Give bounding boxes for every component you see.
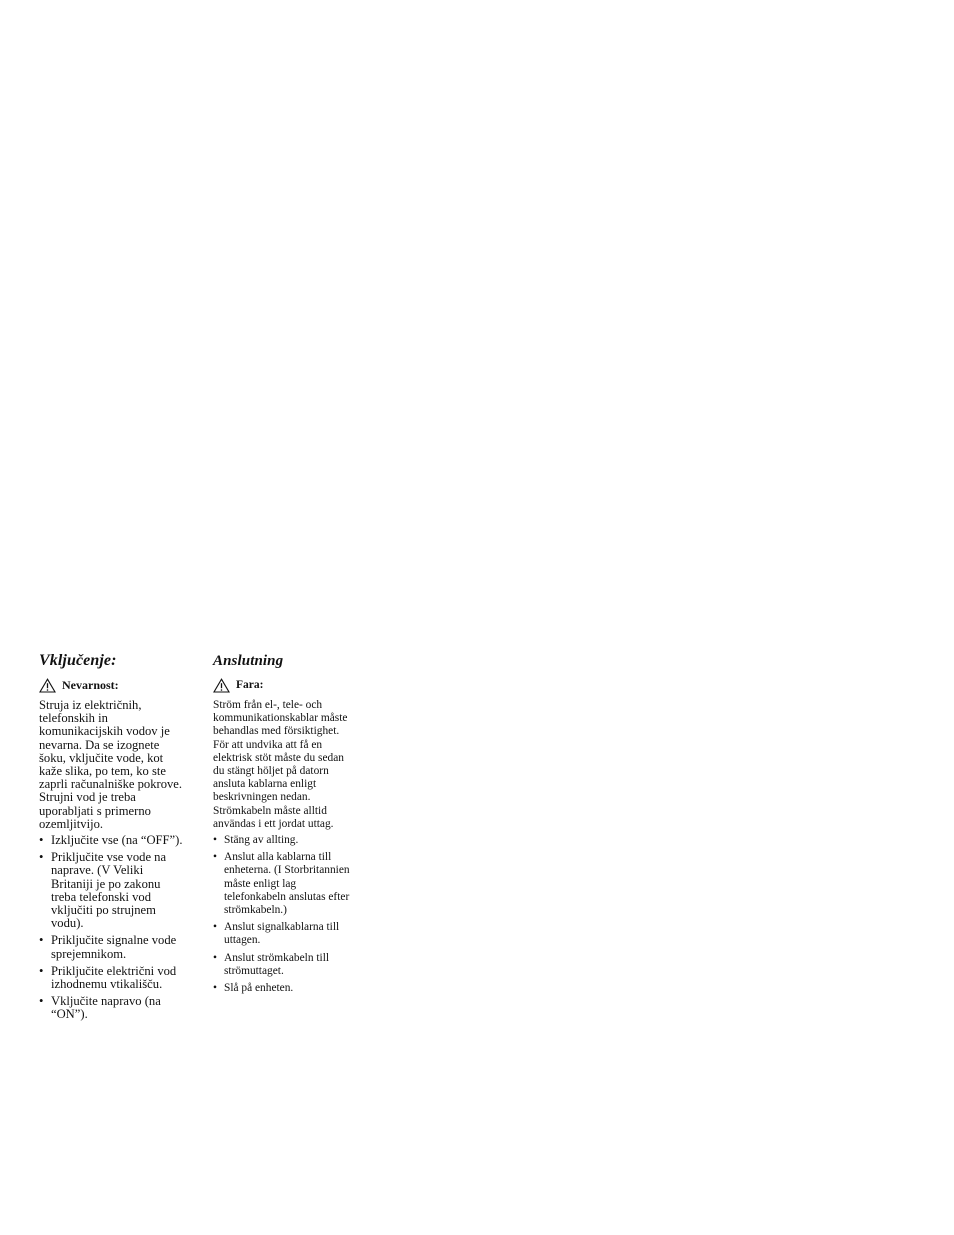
list-item-line: Slå på enheten. — [224, 982, 294, 995]
list-item-line: sprejemnikom. — [51, 946, 127, 961]
list-item-line: treba telefonski vod — [51, 889, 152, 904]
paragraph-line: komunikacijskih vodov je — [39, 724, 170, 739]
warning-triangle-icon — [213, 678, 230, 693]
paragraph-line: Strujni vod je treba — [39, 790, 136, 805]
paragraph-line: telefonskih in — [39, 711, 108, 726]
paragraph-line: zaprli računalniške pokrove. — [39, 777, 183, 792]
list-item-text — [51, 965, 199, 991]
list-item-line: måste enligt lag — [224, 877, 297, 890]
paragraph-line: behandlas med försiktighet. — [213, 725, 340, 738]
list-item — [39, 851, 199, 930]
list-item-line: izhodnemu vtikališču. — [51, 977, 163, 992]
list-item — [39, 834, 199, 847]
paragraph-line: kaže slika, po tem, ko ste — [39, 764, 166, 779]
list-item-line: strömkabeln.) — [224, 904, 287, 917]
list-item — [39, 995, 199, 1021]
list-item-line: Britaniji je po zakonu — [51, 876, 161, 891]
list-item-line: Priključite električni vod — [51, 963, 177, 978]
swedish-steps-list — [213, 834, 373, 995]
paragraph-line: du stängt höljet på datorn — [213, 765, 329, 778]
list-item-text — [224, 834, 373, 847]
list-item-line: Anslut strömkabeln till — [224, 951, 330, 964]
list-item — [213, 952, 373, 978]
swedish-warning-label: Fara: — [236, 679, 264, 691]
paragraph-line: elektrisk stöt måste du sedan — [213, 751, 344, 764]
list-item-text — [224, 982, 373, 995]
swedish-warning — [213, 677, 373, 693]
slovenian-heading: Vključenje: — [39, 652, 117, 669]
bullet-icon: • — [213, 982, 217, 995]
bullet-icon: • — [39, 933, 44, 948]
bullet-icon: • — [213, 834, 217, 847]
list-item — [213, 982, 373, 995]
list-item-text — [224, 952, 373, 978]
slovenian-warning — [39, 677, 199, 693]
list-item-line: vključiti po strujnem — [51, 903, 156, 918]
paragraph-line: kommunikationskablar måste — [213, 712, 348, 725]
list-item-line: Anslut alla kablarna till — [224, 851, 332, 864]
swedish-paragraph — [213, 699, 373, 831]
swedish-heading: Anslutning — [213, 653, 284, 669]
list-item-line: naprave. (V Veliki — [51, 863, 144, 878]
list-item-text — [51, 834, 199, 847]
slovenian-steps-list — [39, 834, 199, 1022]
warning-triangle-icon — [39, 678, 56, 693]
list-item — [213, 851, 373, 917]
bullet-icon: • — [39, 833, 44, 848]
slovenian-warning-label: Nevarnost: — [62, 678, 119, 692]
list-item — [213, 834, 373, 847]
paragraph-line: nevarna. Da se izognete — [39, 737, 160, 752]
slovenian-section — [39, 652, 199, 1026]
list-item — [213, 921, 373, 947]
list-item-line: strömuttaget. — [224, 964, 284, 977]
list-item-text — [224, 921, 373, 947]
paragraph-line: Struja iz električnih, — [39, 698, 142, 712]
list-item-line: Priključite signalne vode — [51, 933, 177, 948]
bullet-icon: • — [213, 851, 217, 864]
bullet-icon: • — [213, 951, 217, 964]
list-item — [39, 934, 199, 960]
bullet-icon: • — [39, 850, 44, 865]
list-item-line: uttagen. — [224, 934, 261, 947]
paragraph-line: ansluta kablarna enligt — [213, 778, 317, 791]
paragraph-line: šoku, vključite vode, kot — [39, 750, 164, 765]
list-item-line: “ON”). — [51, 1007, 88, 1022]
paragraph-line: uporabljati s primerno — [39, 803, 151, 818]
paragraph-line: Strömkabeln måste alltid — [213, 804, 327, 817]
paragraph-line: användas i ett jordat uttag. — [213, 817, 334, 830]
swedish-section — [213, 652, 373, 999]
bullet-icon: • — [213, 921, 217, 934]
paragraph-line: Ström från el-, tele- och — [213, 699, 323, 711]
list-item-line: Izključite vse (na “OFF”). — [51, 833, 183, 848]
bullet-icon: • — [39, 963, 44, 978]
list-item-line: Vključite napravo (na — [51, 994, 161, 1009]
list-item-text — [51, 851, 199, 930]
bullet-icon: • — [39, 994, 44, 1009]
list-item-line: enheterna. (I Storbritannien — [224, 864, 350, 877]
list-item-text — [51, 995, 199, 1021]
list-item-line: vodu). — [51, 916, 84, 931]
list-item-text — [224, 851, 373, 917]
list-item-text — [51, 934, 199, 960]
list-item-line: Priključite vse vode na — [51, 850, 167, 865]
paragraph-line: ozemljitvijo. — [39, 816, 104, 831]
list-item-line: Stäng av allting. — [224, 834, 299, 847]
paragraph-line: För att undvika att få en — [213, 738, 323, 751]
list-item — [39, 965, 199, 991]
slovenian-paragraph — [39, 699, 199, 831]
paragraph-line: beskrivningen nedan. — [213, 791, 311, 804]
list-item-line: Anslut signalkablarna till — [224, 921, 340, 934]
list-item-line: telefonkabeln anslutas efter — [224, 890, 350, 903]
